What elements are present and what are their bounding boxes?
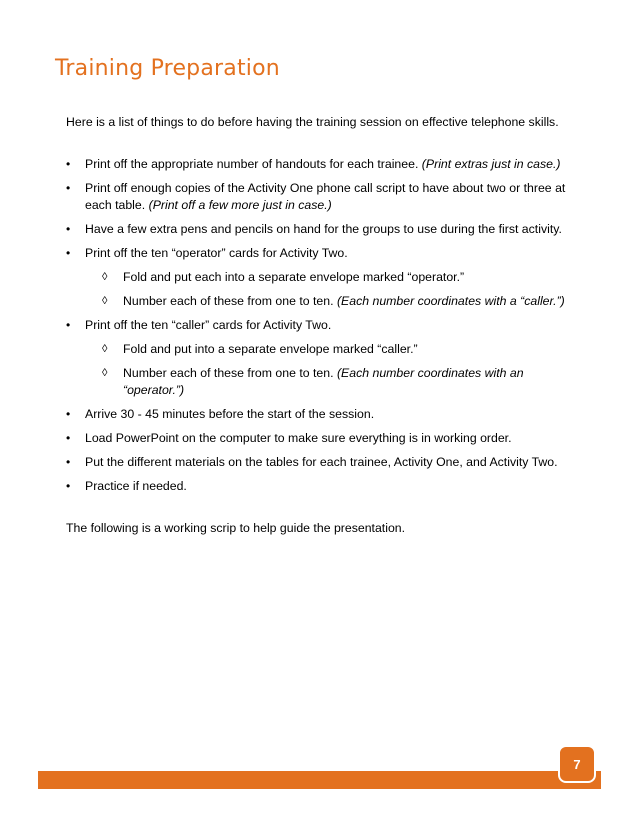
list-item — [66, 454, 586, 471]
footer-bar — [38, 771, 601, 789]
page-number-badge: 7 — [558, 745, 596, 783]
list-item — [66, 317, 586, 399]
list-item-text: Print off the appropriate number of handouts for each trainee. — [85, 157, 419, 171]
sub-list-item — [85, 269, 586, 286]
list-item-text: Have a few extra pens and pencils on hand for the groups to use during the first activity. — [85, 222, 562, 236]
bullet-icon: • — [66, 407, 71, 421]
sub-list-item — [85, 365, 586, 399]
bullet-icon: • — [66, 479, 71, 493]
bullet-icon: • — [66, 157, 71, 171]
diamond-icon: ◊ — [102, 343, 108, 355]
list-item — [66, 221, 586, 238]
list-item — [66, 478, 586, 495]
sub-list-item-note: (Each number coordinates with a “caller.”) — [336, 294, 565, 308]
list-item-note: (Print extras just in case.) — [421, 157, 561, 171]
list-item-text: Print off enough copies of the Activity One phone call script to have about two or three at each table. — [85, 181, 566, 212]
diamond-icon: ◊ — [102, 367, 108, 379]
bullet-icon: • — [66, 431, 71, 445]
list-item — [66, 156, 586, 173]
bullet-icon: • — [66, 181, 71, 195]
sub-list-item-note: (Each number coordinates with an “operator.”) — [123, 366, 524, 397]
list-item-text: Put the different materials on the tables for each trainee, Activity One, and Activity Two. — [85, 455, 558, 469]
bullet-icon: • — [66, 318, 71, 332]
diamond-icon: ◊ — [102, 295, 108, 307]
list-item — [66, 180, 586, 214]
list-item-text: Arrive 30 - 45 minutes before the start of the session. — [85, 407, 375, 421]
list-item-text: Practice if needed. — [85, 479, 187, 493]
bullet-icon: • — [66, 455, 71, 469]
sub-list-item-text: Number each of these from one to ten. — [123, 294, 334, 308]
list-item — [66, 406, 586, 423]
list-item — [66, 430, 586, 447]
bullet-icon: • — [66, 222, 71, 236]
sub-list — [85, 269, 586, 310]
checklist — [66, 156, 586, 502]
intro-paragraph: Here is a list of things to do before having the training session on effective telephone skills. — [66, 115, 559, 129]
diamond-icon: ◊ — [102, 271, 108, 283]
list-item-text: Load PowerPoint on the computer to make sure everything is in working order. — [85, 431, 512, 445]
list-item — [66, 245, 586, 310]
list-item-text: Print off the ten “operator” cards for Activity Two. — [85, 246, 348, 260]
sub-list — [85, 341, 586, 399]
sub-list-item — [85, 293, 586, 310]
list-item-text: Print off the ten “caller” cards for Activity Two. — [85, 318, 332, 332]
list-item-note: (Print off a few more just in case.) — [148, 198, 332, 212]
sub-list-item-text: Fold and put into a separate envelope marked “caller.” — [123, 342, 418, 356]
closing-paragraph: The following is a working scrip to help guide the presentation. — [66, 521, 406, 535]
page-title: Training Preparation — [55, 56, 280, 81]
bullet-icon: • — [66, 246, 71, 260]
sub-list-item — [85, 341, 586, 358]
sub-list-item-text: Number each of these from one to ten. — [123, 366, 334, 380]
sub-list-item-text: Fold and put each into a separate envelope marked “operator.” — [123, 270, 465, 284]
